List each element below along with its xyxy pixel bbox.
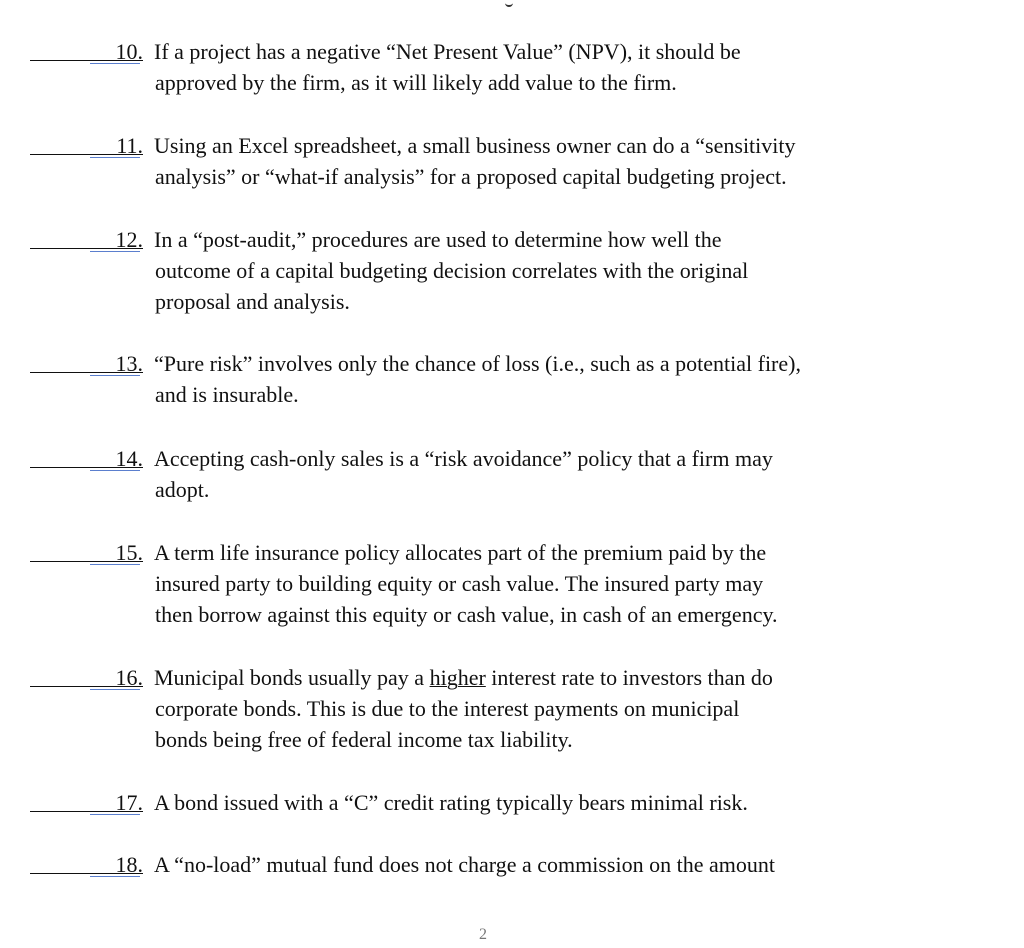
- question-text: [154, 443, 914, 505]
- question-line: A “no-load” mutual fund does not charge a commission on the amount: [154, 852, 775, 877]
- question-line: insured party to building equity or cash value. The insured party may: [155, 571, 764, 596]
- question-number: 12.: [115, 227, 143, 252]
- question-number: 16.: [115, 665, 143, 690]
- page-number: 2: [479, 926, 487, 943]
- question-line: then borrow against this equity or cash value, in cash of an emergency.: [155, 602, 778, 627]
- question-text: [154, 348, 914, 410]
- question-line: approved by the firm, as it will likely add value to the firm.: [155, 70, 677, 95]
- question-number: 10.: [115, 39, 143, 64]
- question-line-end: interest rate to investors than do: [485, 665, 773, 690]
- question-line: Accepting cash-only sales is a “risk avoidance” policy that a firm may: [154, 446, 773, 471]
- question-number: 18.: [115, 852, 143, 877]
- question-number: 11.: [116, 133, 143, 158]
- question-line: and is insurable.: [155, 382, 299, 407]
- top-page-mark: [505, 0, 513, 7]
- question-text: [154, 537, 914, 630]
- question-text: [154, 662, 914, 755]
- question-line: adopt.: [155, 477, 210, 502]
- question-text: [154, 787, 914, 818]
- question-number: 17.: [115, 790, 143, 815]
- question-line: outcome of a capital budgeting decision correlates with the original: [155, 258, 749, 283]
- question-line-with-emphasis: [154, 662, 914, 693]
- question-line: Using an Excel spreadsheet, a small business owner can do a “sensitivity: [154, 133, 796, 158]
- question-text: [154, 224, 914, 317]
- question-line: analysis” or “what-if analysis” for a proposed capital budgeting project.: [155, 164, 787, 189]
- question-line: “Pure risk” involves only the chance of loss (i.e., such as a potential fire),: [154, 351, 801, 376]
- question-number: 13.: [115, 351, 143, 376]
- question-text: [154, 36, 914, 98]
- emphasized-word: higher: [429, 665, 486, 690]
- question-line: In a “post-audit,” procedures are used to determine how well the: [154, 227, 722, 252]
- question-text: [154, 130, 914, 192]
- question-text: [154, 849, 914, 880]
- question-line: bonds being free of federal income tax liability.: [155, 727, 573, 752]
- question-line: A bond issued with a “C” credit rating typically bears minimal risk.: [154, 790, 748, 815]
- question-line: A term life insurance policy allocates part of the premium paid by the: [154, 540, 767, 565]
- question-line: proposal and analysis.: [155, 289, 350, 314]
- question-number: 14.: [115, 446, 143, 471]
- question-number: 15.: [115, 540, 143, 565]
- question-line: corporate bonds. This is due to the interest payments on municipal: [155, 696, 740, 721]
- question-line: If a project has a negative “Net Present Value” (NPV), it should be: [154, 39, 741, 64]
- question-line-start: Municipal bonds usually pay a: [154, 665, 430, 690]
